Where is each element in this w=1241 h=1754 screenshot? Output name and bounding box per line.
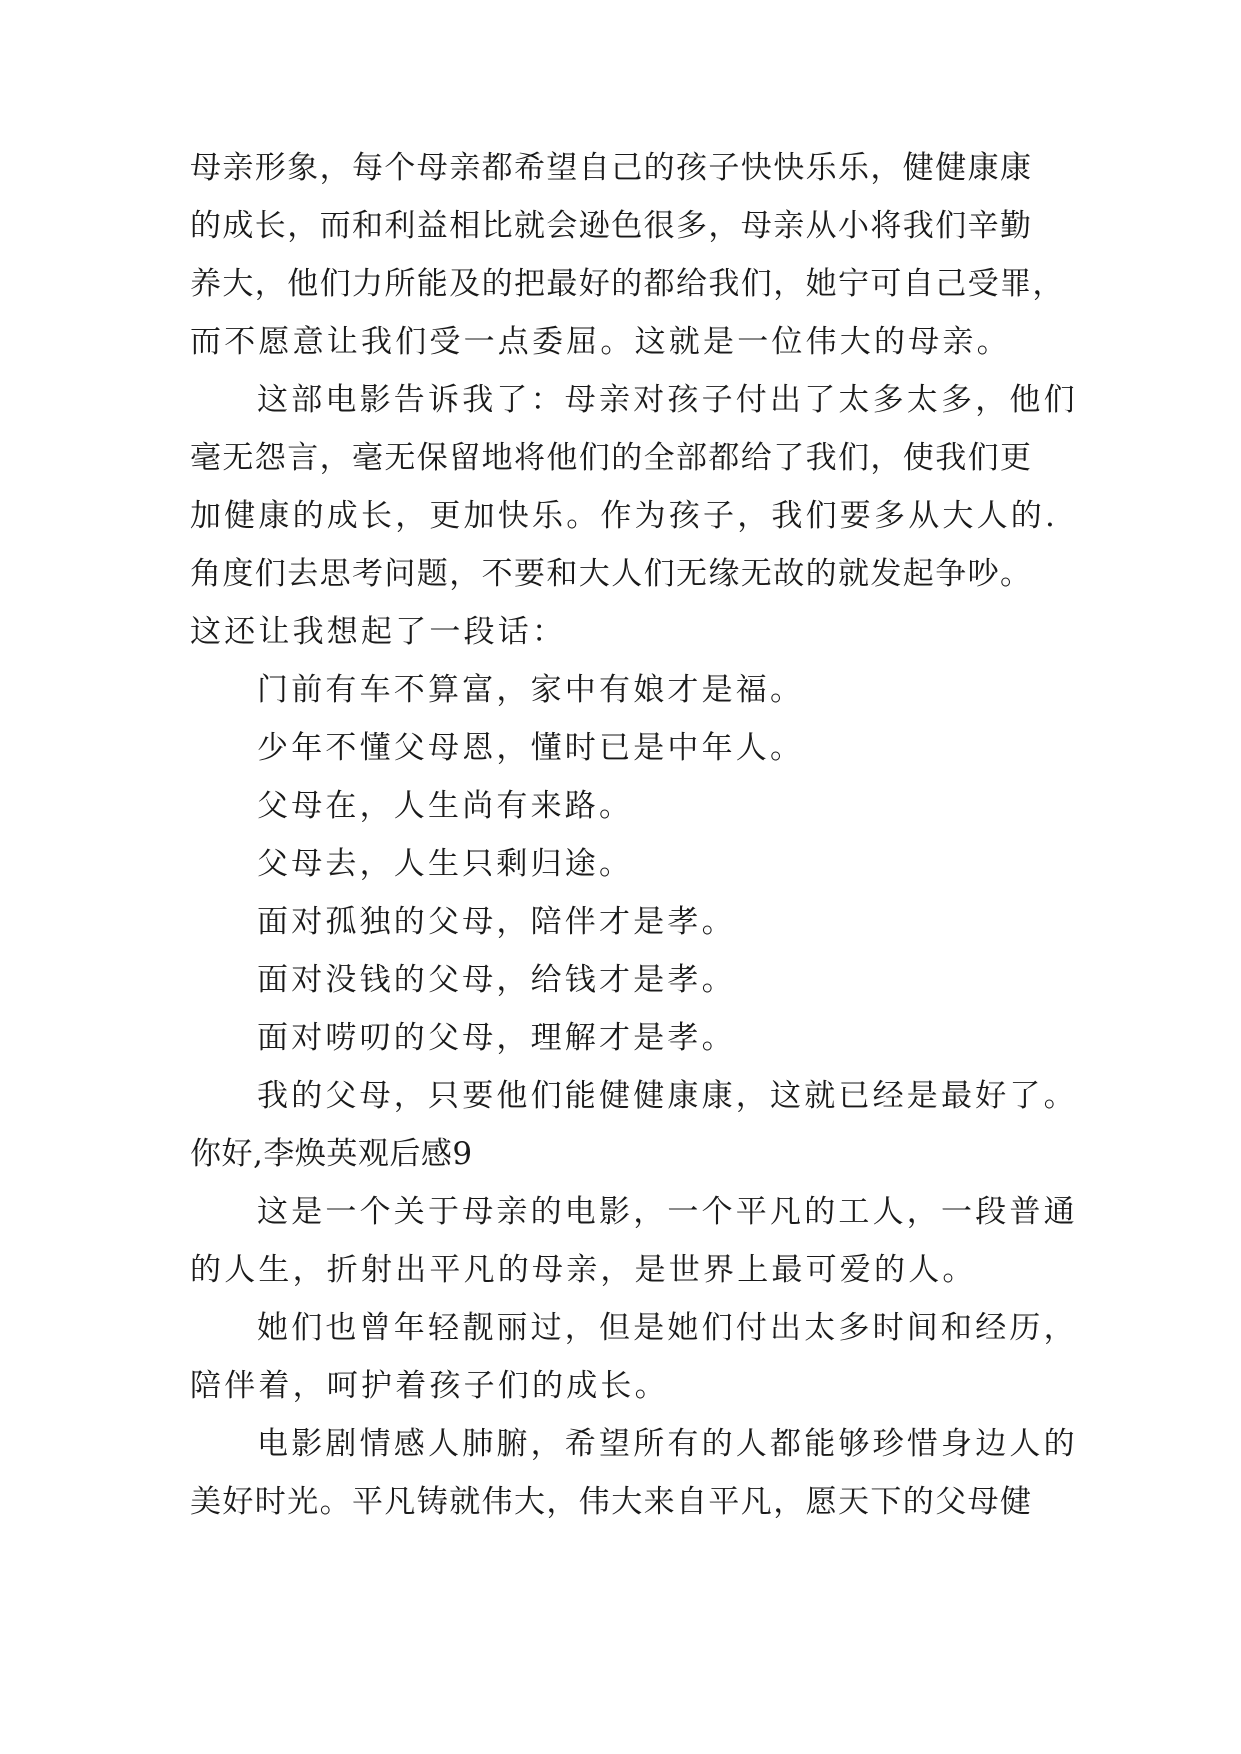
verse-line: 少年不懂父母恩，懂时已是中年人。 — [257, 730, 805, 766]
verse-line: 父母在，人生尚有来路。 — [257, 788, 634, 824]
paragraph-line: 我的父母，只要他们能健健康康，这就已经是最好了。 — [257, 1078, 1078, 1114]
verse-line: 面对没钱的父母，给钱才是孝。 — [257, 962, 736, 998]
paragraph-line: 的成长，而和利益相比就会逊色很多，母亲从小将我们辛勤 — [190, 208, 1033, 244]
verse-line: 面对孤独的父母，陪伴才是孝。 — [257, 904, 736, 940]
paragraph-line: 电影剧情感人肺腑，希望所有的人都能够珍惜身边人的 — [257, 1426, 1078, 1462]
verse-line: 面对唠叨的父母，理解才是孝。 — [257, 1020, 736, 1056]
paragraph-line: 美好时光。平凡铸就伟大，伟大来自平凡，愿天下的父母健 — [190, 1484, 1033, 1520]
paragraph-line: 的人生，折射出平凡的母亲，是世界上最可爱的人。 — [190, 1252, 977, 1288]
paragraph-line: 而不愿意让我们受一点委屈。这就是一位伟大的母亲。 — [190, 324, 1011, 360]
paragraph-line: 毫无怨言，毫无保留地将他们的全部都给了我们，使我们更 — [190, 440, 1033, 476]
paragraph-line: 陪伴着，呵护着孩子们的成长。 — [190, 1368, 669, 1404]
paragraph-line: 这还让我想起了一段话： — [190, 614, 567, 650]
verse-line: 门前有车不算富，家中有娘才是福。 — [257, 672, 805, 708]
paragraph-line: 加健康的成长，更加快乐。作为孩子，我们要多从大人的. — [190, 498, 1059, 534]
paragraph-line: 养大，他们力所能及的把最好的都给我们，她宁可自己受罪， — [190, 266, 1065, 302]
paragraph-line: 这部电影告诉我了：母亲对孩子付出了太多太多，他们 — [257, 382, 1078, 418]
paragraph-line: 母亲形象，每个母亲都希望自己的孩子快快乐乐，健健康康 — [190, 150, 1033, 186]
paragraph-line: 这是一个关于母亲的电影，一个平凡的工人，一段普通 — [257, 1194, 1078, 1230]
section-heading: 你好,李焕英观后感9 — [190, 1136, 473, 1172]
paragraph-line: 她们也曾年轻靓丽过，但是她们付出太多时间和经历， — [257, 1310, 1078, 1346]
verse-line: 父母去，人生只剩归途。 — [257, 846, 634, 882]
paragraph-line: 角度们去思考问题，不要和大人们无缘无故的就发起争吵。 — [190, 556, 1033, 592]
